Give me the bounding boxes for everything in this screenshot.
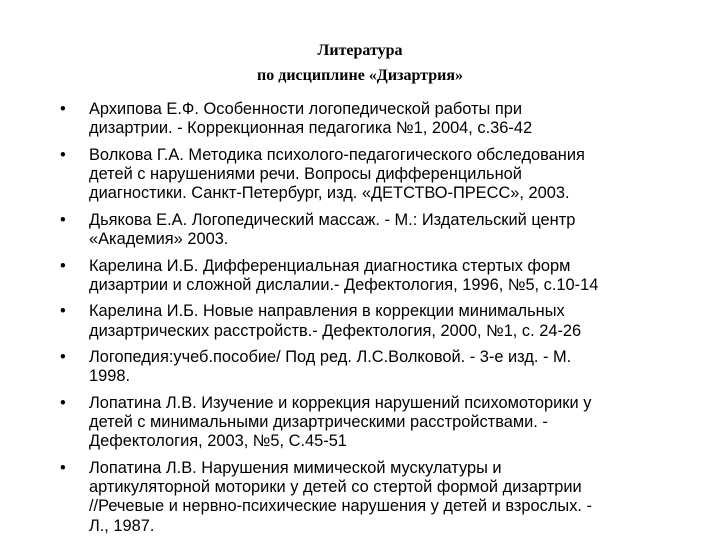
page-title xyxy=(0,38,720,88)
reference-line: Дефектология, 2003, №5, С.45-51 xyxy=(89,432,347,451)
bullet-icon: • xyxy=(60,100,66,118)
reference-text xyxy=(89,211,710,249)
reference-line: Карелина И.Б. Новые направления в коррекции минимальных xyxy=(89,302,565,321)
title-line-1: Литература xyxy=(317,42,403,59)
reference-line: Дьякова Е.А. Логопедический массаж. - М.: Издательский центр xyxy=(89,210,576,229)
reference-line: //Речевые и нервно-психические нарушения у детей и взрослых. - xyxy=(89,497,592,516)
reference-item xyxy=(60,302,710,340)
reference-line: детей с нарушениями речи. Вопросы дифференцильной xyxy=(89,165,522,183)
reference-item xyxy=(60,394,710,452)
bullet-icon: • xyxy=(60,210,66,229)
bullet-icon: • xyxy=(60,256,66,275)
reference-line: Карелина И.Б. Дифференциальная диагностика стертых форм xyxy=(89,256,571,275)
reference-line: дизартрических расстройств.- Дефектология, 2000, №1, с. 24-26 xyxy=(89,321,582,340)
reference-text xyxy=(89,394,710,452)
reference-text xyxy=(89,100,710,138)
bullet-icon: • xyxy=(60,458,66,477)
reference-line: диагностики. Санкт-Петербург, изд. «ДЕТСТВО-ПРЕСС», 2003. xyxy=(89,184,570,203)
bullet-icon: • xyxy=(60,393,66,412)
reference-line: дизартрии и сложной дислалии.- Дефектология, 1996, №5, с.10-14 xyxy=(89,275,599,294)
reference-line: дизартрии. - Коррекционная педагогика №1, 2004, с.36-42 xyxy=(89,119,533,138)
reference-item xyxy=(60,100,710,138)
reference-item xyxy=(60,211,710,249)
reference-line: Лопатина Л.В. Изучение и коррекция нарушений психомоторики у xyxy=(89,393,592,412)
bullet-icon: • xyxy=(60,348,66,367)
reference-item xyxy=(60,348,710,386)
reference-item xyxy=(60,146,710,204)
reference-item xyxy=(60,257,710,295)
reference-text xyxy=(89,348,710,386)
reference-line: детей с минимальными дизартрическими расстройствами. - xyxy=(89,413,548,432)
reference-text xyxy=(89,302,710,340)
reference-item xyxy=(60,459,710,536)
reference-text xyxy=(89,459,710,536)
reference-list xyxy=(60,100,710,543)
bullet-icon: • xyxy=(60,302,66,321)
reference-text xyxy=(89,146,710,204)
reference-line: Волкова Г.А. Методика психолого-педагогического обследования xyxy=(89,145,585,164)
reference-line: Логопедия:учеб.пособие/ Под ред. Л.С.Волковой. - 3-е изд. - М. xyxy=(89,348,572,367)
reference-line: Архипова Е.Ф. Особенности логопедической работы при xyxy=(89,100,522,118)
reference-line: Л., 1987. xyxy=(89,516,155,535)
reference-line: Лопатина Л.В. Нарушения мимической мускулатуры и xyxy=(89,458,502,477)
bullet-icon: • xyxy=(60,145,66,164)
reference-line: 1998. xyxy=(89,367,131,386)
reference-line: артикуляторной моторики у детей со стертой формой дизартрии xyxy=(89,478,582,497)
title-line-2: по дисциплине «Дизартрия» xyxy=(257,67,463,84)
reference-text xyxy=(89,257,710,295)
reference-line: «Академия» 2003. xyxy=(89,230,229,248)
